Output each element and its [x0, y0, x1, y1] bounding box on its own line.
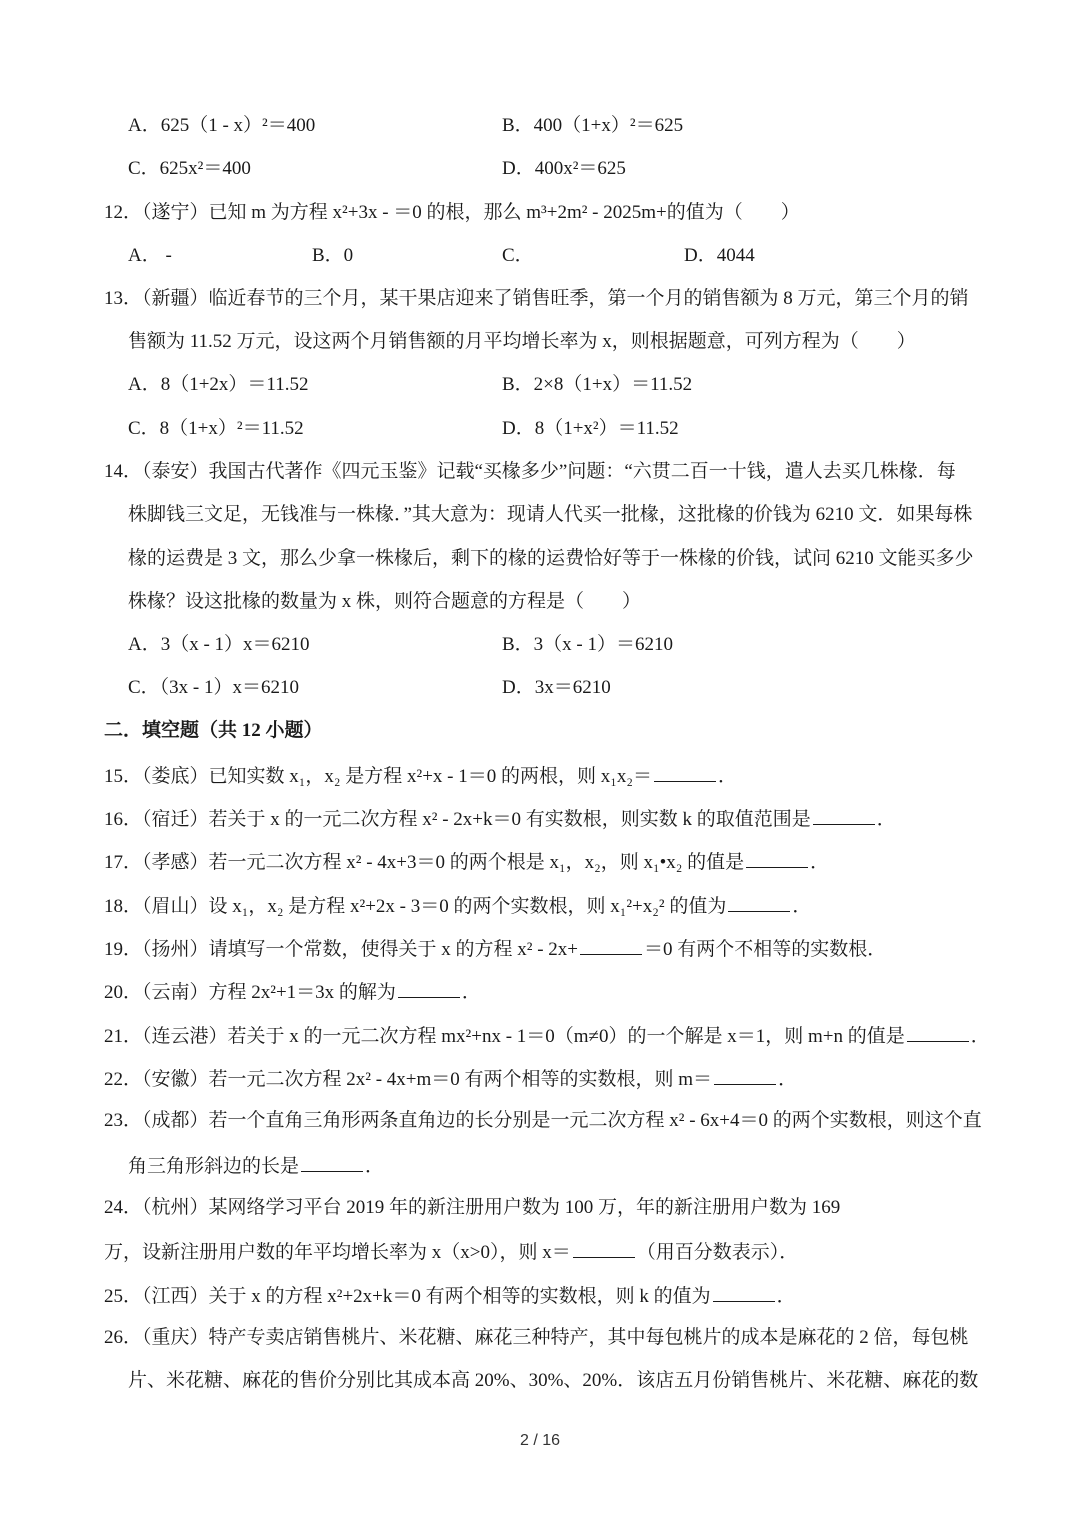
q18 — [104, 893, 811, 919]
q13-option-a: A．8（1+2x）＝11.52 — [128, 374, 309, 395]
q24-line2 — [104, 1239, 798, 1265]
q23-text: 角三角形斜边的长是 — [128, 1156, 300, 1177]
q24-line1: 24．（杭州）某网络学习平台 2019 年的新注册用户数为 100 万，年的新注册用户数为 169 — [104, 1197, 841, 1218]
q13-stem-line1: 13．（新疆）临近春节的三个月，某干果店迎来了销售旺季，第一个月的销售额为 8 万元，第三个月的销 — [104, 288, 969, 309]
q15-text: 15．（娄底）已知实数 x₁，x₂ 是方程 x²+x - 1＝0 的两根，则 x₁x₂＝ — [104, 766, 652, 787]
q21-text: 21．（连云港）若关于 x 的一元二次方程 mx²+nx - 1＝0（m≠0）的一个解是 x＝1，则 m+n 的值是 — [104, 1026, 905, 1047]
q26-line1: 26．（重庆）特产专卖店销售桃片、米花糖、麻花三种特产，其中每包桃片的成本是麻花的 2 倍，每包桃 — [104, 1327, 969, 1348]
q16 — [104, 806, 896, 832]
q24-end: （用百分数表示）． — [636, 1242, 799, 1263]
q23-end: ． — [365, 1156, 385, 1177]
q14-option-a: A．3（x - 1）x＝6210 — [128, 634, 310, 655]
q19-end: ＝0 有两个不相等的实数根． — [644, 939, 887, 960]
q11-option-c: C．625x²＝400 — [128, 158, 251, 179]
q23-line1: 23．（成都）若一个直角三角形两条直角边的长分别是一元二次方程 x² - 6x+4＝0 的两个实数根，则这个直 — [104, 1110, 982, 1131]
answer-blank — [573, 1239, 635, 1258]
q20-end: ． — [461, 982, 481, 1003]
q14-option-d: D．3x＝6210 — [502, 677, 611, 698]
answer-blank — [907, 1023, 969, 1042]
q14-stem-line1: 14．（泰安）我国古代著作《四元玉鉴》记载“买椽多少”问题：“六贯二百一十钱，遣人去买几株椽．每 — [104, 461, 956, 482]
answer-blank — [654, 763, 716, 782]
q14-option-c: C．（3x - 1）x＝6210 — [128, 677, 300, 698]
q19 — [104, 936, 886, 962]
q21-end: ． — [970, 1026, 990, 1047]
q14-stem-line2: 株脚钱三文足，无钱准与一株椽．”其大意为：现请人代买一批椽，这批椽的价钱为 6210 文．如果每株 — [128, 504, 973, 525]
q22-text: 22．（安徽）若一元二次方程 2x² - 4x+m＝0 有两个相等的实数根，则 m＝ — [104, 1069, 713, 1090]
answer-blank — [714, 1066, 776, 1085]
q12-option-a: A． - — [128, 245, 172, 266]
q12-option-b: B．0 — [312, 245, 354, 266]
q17-end: ． — [810, 852, 830, 873]
q15-end: ． — [718, 766, 738, 787]
q18-end: ． — [792, 896, 812, 917]
q13-option-d: D．8（1+x²）＝11.52 — [502, 418, 679, 439]
q14-stem-line3: 椽的运费是 3 文，那么少拿一株椽后，剩下的椽的运费恰好等于一株椽的价钱，试问 6210 文能买多少 — [128, 548, 974, 569]
q23-line2 — [128, 1153, 384, 1179]
q18-text: 18．（眉山）设 x₁，x₂ 是方程 x²+2x - 3＝0 的两个实数根，则 x₁²+x₂² 的值为 — [104, 896, 727, 917]
q14-option-b: B．3（x - 1）＝6210 — [502, 634, 674, 655]
answer-blank — [813, 806, 875, 825]
section-heading: 二．填空题（共 12 小题） — [104, 720, 323, 741]
q22 — [104, 1066, 797, 1092]
q25 — [104, 1283, 796, 1309]
page-number: 2 / 16 — [519, 1432, 561, 1449]
q14-stem-line4: 株椽？设这批椽的数量为 x 株，则符合题意的方程是（ ） — [128, 591, 642, 612]
q11-option-a: A．625（1 - x）²＝400 — [128, 115, 316, 136]
q24-text: 万，设新注册用户数的年平均增长率为 x（x>0），则 x＝ — [104, 1242, 571, 1263]
answer-blank — [713, 1283, 775, 1302]
q17-text: 17．（孝感）若一元二次方程 x² - 4x+3＝0 的两个根是 x₁，x₂，则 x₁•x₂ 的值是 — [104, 852, 745, 873]
q11-option-b: B．400（1+x）²＝625 — [502, 115, 684, 136]
q16-end: ． — [876, 809, 896, 830]
q13-stem-line2: 售额为 11.52 万元，设这两个月销售额的月平均增长率为 x，则根据题意，可列方程为（ ） — [128, 331, 916, 352]
q15 — [104, 763, 737, 789]
answer-blank — [398, 979, 460, 998]
q26-line2: 片、米花糖、麻花的售价分别比其成本高 20%、30%、20%．该店五月份销售桃片、米花糖、麻花的数 — [128, 1370, 979, 1391]
q20 — [104, 979, 481, 1005]
answer-blank — [746, 849, 808, 868]
q21 — [104, 1023, 990, 1049]
q11-option-d: D．400x²＝625 — [502, 158, 626, 179]
q22-end: ． — [778, 1069, 798, 1090]
q13-option-c: C．8（1+x）²＝11.52 — [128, 418, 304, 439]
q12-option-c: C． — [502, 245, 534, 266]
q12-option-d: D．4044 — [684, 245, 755, 266]
q17 — [104, 849, 829, 875]
q13-option-b: B．2×8（1+x）＝11.52 — [502, 374, 693, 395]
q25-end: ． — [776, 1286, 796, 1307]
q12-stem: 12．（遂宁）已知 m 为方程 x²+3x - ＝0 的根，那么 m³+2m² - 2025m+的值为（ ） — [104, 202, 800, 223]
answer-blank — [580, 936, 642, 955]
q20-text: 20．（云南）方程 2x²+1＝3x 的解为 — [104, 982, 396, 1003]
q25-text: 25．（江西）关于 x 的方程 x²+2x+k＝0 有两个相等的实数根，则 k 的值为 — [104, 1286, 711, 1307]
answer-blank — [728, 893, 790, 912]
q19-text: 19．（扬州）请填写一个常数，使得关于 x 的方程 x² - 2x+ — [104, 939, 578, 960]
answer-blank — [301, 1153, 363, 1172]
q16-text: 16．（宿迁）若关于 x 的一元二次方程 x² - 2x+k＝0 有实数根，则实数 k 的取值范围是 — [104, 809, 811, 830]
